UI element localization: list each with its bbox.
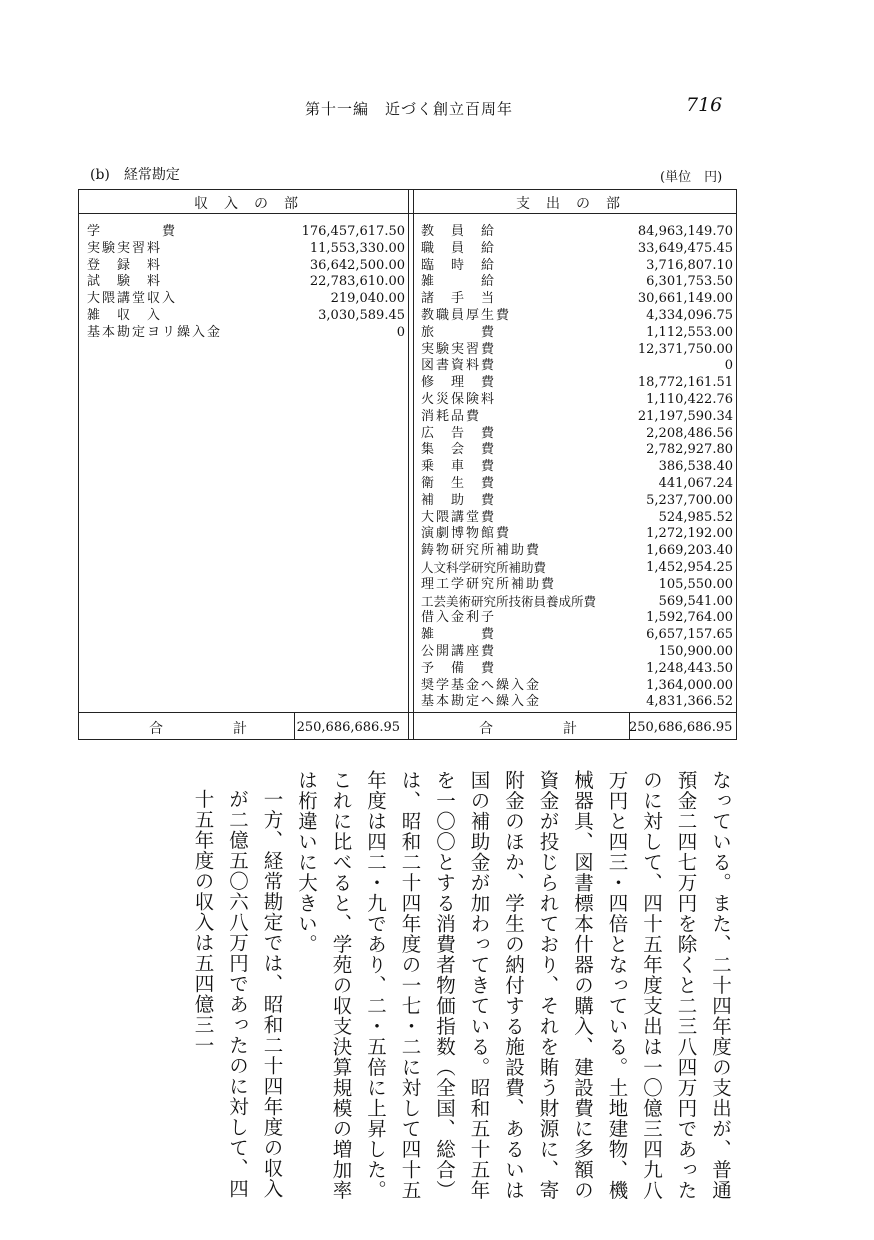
accounts-table [78, 189, 737, 740]
table-row [87, 274, 405, 291]
row-value: 1,364,000.00 [646, 677, 733, 693]
row-label: 図書資料費 [421, 358, 497, 374]
paragraph: 一方、経常勘定では、昭和二十四年度の収入が二億五〇六八万円であったのに対して、四十五年度の収入は五四億三一 [191, 789, 284, 1199]
row-value: 2,782,927.80 [646, 442, 733, 458]
row-value: 4,334,096.75 [646, 307, 733, 323]
row-label: 臨 時 給 [421, 257, 497, 273]
table-row [87, 258, 405, 275]
row-value: 150,900.00 [658, 643, 733, 659]
row-label: 集 会 費 [421, 442, 497, 458]
table-row [421, 308, 733, 325]
row-value: 18,772,161.51 [637, 375, 733, 391]
table-row [421, 510, 733, 527]
table-row [421, 358, 733, 375]
table-row [421, 274, 733, 291]
paragraph: なっている。また、二十四年度の支出が、普通預金二四七万円を除くと二三八四万円であったのに対して、四十五年度支出は一〇億三四九八万円と四三・四倍となっている。土地建物、機械器具、図書標本什器の購入、建設費に多額の資金が投じられており、それを賄う財源に、寄附金のほか、学生の納付する施設費、あるいは国の補助金が加わってきている。昭和五十五年を一〇〇とする消費者物価指数（全国、総合）は、昭和二十四年度の一七・二に対して四十五年度は四二・九であり、二・五倍に上昇した。これに比べると、学苑の収支決算規模の増加率は桁違いに大きい。 [295, 770, 732, 1201]
table-row [421, 409, 733, 426]
table-row [421, 325, 733, 342]
row-label: 基本勘定ヨリ繰入金 [87, 324, 223, 340]
row-value: 11,553,330.00 [309, 240, 405, 256]
row-value: 1,669,203.40 [646, 543, 733, 559]
row-label: 奨学基金へ繰入金 [421, 677, 542, 693]
row-label: 旅 費 [421, 324, 497, 340]
row-label: 基本勘定へ繰入金 [421, 694, 542, 710]
row-label: 教 員 給 [421, 224, 497, 239]
row-label: 人文科学研究所補助費 [421, 559, 547, 575]
row-value: 3,030,589.45 [318, 307, 405, 323]
table-row [87, 241, 405, 258]
table-row [421, 610, 733, 627]
row-label: 補 助 費 [421, 492, 497, 508]
row-value: 21,197,590.34 [637, 408, 733, 424]
row-label: 登 録 料 [87, 257, 163, 273]
row-label: 鋳物研究所補助費 [421, 543, 542, 559]
row-label: 借入金利子 [421, 610, 497, 626]
table-row [421, 476, 733, 493]
table-row [421, 694, 733, 711]
row-value: 386,538.40 [658, 459, 733, 475]
table-row [421, 678, 733, 695]
row-value: 105,550.00 [658, 576, 733, 592]
income-list [87, 224, 405, 342]
page-header [0, 94, 874, 122]
row-label: 理工学研究所補助費 [421, 576, 557, 592]
row-label: 諸 手 当 [421, 291, 497, 307]
row-label: 実験実習料 [87, 240, 163, 256]
table-row [421, 258, 733, 275]
row-value: 84,963,149.70 [637, 224, 733, 239]
chapter-title: 第十一編 近づく創立百周年 [305, 100, 514, 118]
row-value: 1,272,192.00 [646, 526, 733, 542]
expense-total-label: 合 計 [479, 721, 577, 737]
row-label: 実験実習費 [421, 341, 497, 357]
expense-header: 支出の部 [516, 196, 636, 212]
table-row [87, 325, 405, 342]
row-value: 30,661,149.00 [637, 291, 733, 307]
table-row [421, 224, 733, 241]
table-row [421, 291, 733, 308]
income-total-value: 250,686,686.95 [296, 720, 400, 735]
row-value: 441,067.24 [658, 475, 733, 491]
row-label: 工芸美術研究所技術員養成所費 [421, 593, 597, 609]
row-label: 予 備 費 [421, 660, 497, 676]
table-row [421, 594, 733, 611]
row-value: 1,452,954.25 [646, 559, 733, 575]
table-row [421, 342, 733, 359]
table-row [421, 392, 733, 409]
column-divider [413, 190, 414, 739]
row-value: 5,237,700.00 [646, 492, 733, 508]
row-label: 広 告 費 [421, 425, 497, 441]
row-label: 学 費 [87, 224, 178, 239]
table-row [421, 627, 733, 644]
table-row [421, 543, 733, 560]
row-value: 569,541.00 [658, 593, 733, 609]
row-value: 12,371,750.00 [637, 341, 733, 357]
table-row [421, 577, 733, 594]
table-row [421, 241, 733, 258]
page-number: 716 [686, 94, 723, 116]
unit-label: (単位 円) [660, 170, 723, 185]
table-row [87, 224, 405, 241]
table-row [421, 426, 733, 443]
row-value: 33,649,475.45 [637, 240, 733, 256]
row-label: 公開講座費 [421, 643, 497, 659]
row-value: 0 [396, 324, 405, 340]
table-row [421, 442, 733, 459]
row-value: 36,642,500.00 [309, 257, 405, 273]
row-value: 0 [724, 358, 733, 374]
row-label: 教職員厚生費 [421, 307, 512, 323]
row-value: 6,657,157.65 [646, 627, 733, 643]
body-text [185, 770, 737, 1210]
row-value: 2,208,486.56 [646, 425, 733, 441]
row-value: 524,985.52 [658, 509, 733, 525]
row-label: 修 理 費 [421, 375, 497, 391]
row-value: 1,112,553.00 [646, 324, 733, 340]
table-row [87, 308, 405, 325]
row-label: 火災保険料 [421, 391, 497, 407]
row-label: 雑 費 [421, 627, 497, 643]
row-value: 1,592,764.00 [646, 610, 733, 626]
table-row [421, 644, 733, 661]
table-row [421, 375, 733, 392]
row-label: 職 員 給 [421, 240, 497, 256]
row-value: 1,248,443.50 [646, 660, 733, 676]
table-row [421, 493, 733, 510]
row-value: 219,040.00 [330, 291, 405, 307]
table-row [421, 526, 733, 543]
row-label: 演劇博物館費 [421, 526, 512, 542]
income-total-label: 合 計 [149, 721, 247, 737]
row-value: 1,110,422.76 [646, 391, 733, 407]
row-label: 雑 給 [421, 274, 497, 290]
expense-total-value: 250,686,686.95 [629, 720, 733, 735]
row-value: 6,301,753.50 [646, 274, 733, 290]
table-row [421, 661, 733, 678]
expense-list [421, 224, 733, 711]
row-label: 乗 車 費 [421, 459, 497, 475]
row-label: 雑 収 入 [87, 307, 163, 323]
table-row [421, 459, 733, 476]
section-title: (b) 経常勘定 [90, 167, 180, 183]
row-label: 衛 生 費 [421, 475, 497, 491]
row-label: 消耗品費 [421, 408, 482, 424]
row-value: 176,457,617.50 [301, 224, 405, 239]
income-header: 収入の部 [194, 196, 314, 212]
row-value: 4,831,366.52 [646, 694, 733, 710]
row-label: 試 験 料 [87, 274, 163, 290]
row-value: 22,783,610.00 [309, 274, 405, 290]
column-divider [408, 190, 409, 739]
table-row [87, 291, 405, 308]
table-row [421, 560, 733, 577]
row-label: 大隈講堂費 [421, 509, 497, 525]
row-value: 3,716,807.10 [646, 257, 733, 273]
row-label: 大隈講堂収入 [87, 291, 178, 307]
